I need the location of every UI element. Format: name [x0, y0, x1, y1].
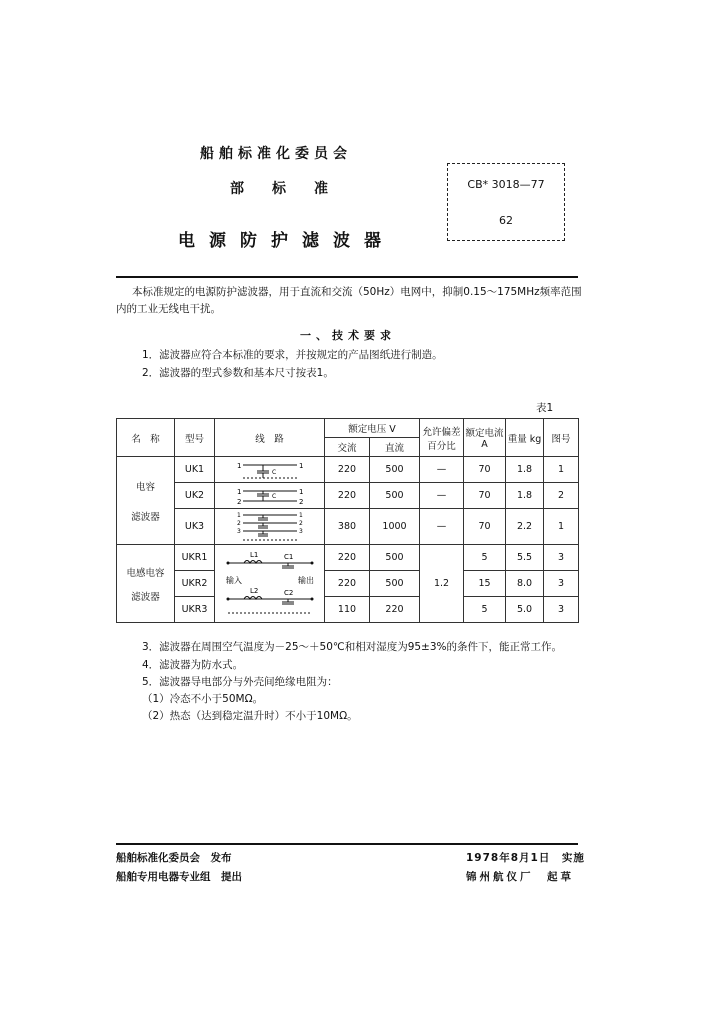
requirement-5-2: （2）热态（达到稳定温升时）不小于10MΩ。: [142, 710, 358, 722]
table-row: [117, 597, 579, 623]
table-label: 表1: [536, 402, 554, 414]
capacitor-circuit-icon: [235, 511, 305, 543]
c1-label: C1: [283, 552, 293, 561]
col-voltage: 额定电压 V: [325, 419, 420, 438]
svg-text:3: 3: [298, 527, 303, 535]
group-name-line: 电感电容: [126, 567, 165, 579]
col-dc: 直流: [370, 438, 420, 457]
cell-current: 5: [464, 597, 506, 623]
table-row: [117, 545, 579, 571]
intro-line-2: 内的工业无线电干扰。: [116, 303, 221, 315]
col-circuit: 线 路: [215, 419, 325, 457]
cell-circuit-ukr: [215, 545, 325, 623]
svg-text:2: 2: [236, 497, 241, 506]
svg-text:1: 1: [236, 461, 241, 470]
cell-circuit-uk3: [215, 509, 325, 545]
requirement-3: 3．滤波器在周围空气温度为－25～＋50℃和相对湿度为95±3%的条件下，能正常工作。: [142, 641, 563, 653]
cell-weight: 1.8: [506, 457, 544, 483]
cell-model: UK1: [175, 457, 215, 483]
standard-code-box: [447, 163, 565, 241]
cell-weight: 2.2: [506, 509, 544, 545]
cell-current: 70: [464, 509, 506, 545]
cell-dc: 500: [370, 571, 420, 597]
proposer: 船舶专用电器专业组 提出: [116, 871, 242, 883]
col-weight: 重量 kg: [506, 419, 544, 457]
cell-figure: 3: [544, 597, 579, 623]
cell-deviation: —: [420, 483, 464, 509]
requirement-5-1: （1）冷态不小于50MΩ。: [142, 693, 264, 705]
svg-text:1: 1: [298, 511, 303, 519]
cell-current: 70: [464, 457, 506, 483]
cell-deviation: 1.2: [420, 545, 464, 623]
input-label: 输入: [225, 575, 242, 585]
committee-name: 船舶标准化委员会: [200, 146, 352, 162]
cell-ac: 220: [325, 545, 370, 571]
col-figure: 图号: [544, 419, 579, 457]
group-name-capacitor: [117, 457, 175, 545]
col-ac: 交流: [325, 438, 370, 457]
table-row: [117, 457, 579, 483]
requirement-1: 1．滤波器应符合本标准的要求，并按规定的产品图纸进行制造。: [142, 349, 443, 361]
svg-text:1: 1: [236, 511, 241, 519]
table-row: [117, 509, 579, 545]
cell-current: 70: [464, 483, 506, 509]
lc-circuit-icon: [222, 549, 318, 619]
svg-text:1: 1: [236, 487, 241, 496]
header-rule: [116, 276, 578, 278]
cell-ac: 220: [325, 457, 370, 483]
l1-label: L1: [249, 550, 258, 559]
table-header-row: [117, 419, 579, 438]
cell-weight: 5.5: [506, 545, 544, 571]
col-deviation: 允许偏差百分比: [420, 419, 464, 457]
cell-weight: 8.0: [506, 571, 544, 597]
cell-figure: 1: [544, 509, 579, 545]
l2-label: L2: [249, 586, 258, 595]
cell-weight: 1.8: [506, 483, 544, 509]
group-name-line: 滤波器: [131, 511, 160, 523]
col-model: 型号: [175, 419, 215, 457]
group-name-line: 滤波器: [131, 591, 160, 603]
cell-ac: 220: [325, 571, 370, 597]
svg-text:2: 2: [298, 519, 303, 527]
col-name: 名 称: [117, 419, 175, 457]
c2-label: C2: [283, 588, 293, 597]
group-name-lc: [117, 545, 175, 623]
svg-text:C: C: [271, 468, 276, 476]
requirement-4: 4．滤波器为防水式。: [142, 659, 244, 671]
standard-code-page: 62: [499, 214, 513, 227]
cell-model: UKR2: [175, 571, 215, 597]
cell-figure: 3: [544, 545, 579, 571]
cell-deviation: —: [420, 457, 464, 483]
cell-deviation: —: [420, 509, 464, 545]
output-label: 输出: [297, 575, 314, 585]
cell-ac: 110: [325, 597, 370, 623]
document-title: 电源防护滤波器: [178, 231, 395, 251]
svg-text:C: C: [271, 492, 276, 500]
drafter: 锦州航仪厂 起草: [466, 871, 574, 883]
cell-dc: 500: [370, 457, 420, 483]
parameter-table: [116, 418, 579, 623]
svg-text:2: 2: [298, 497, 303, 506]
cell-ac: 220: [325, 483, 370, 509]
footer-rule: [116, 843, 578, 845]
standard-code: CB* 3018—77: [467, 178, 545, 191]
issuer: 船舶标准化委员会 发布: [116, 852, 232, 864]
capacitor-circuit-icon: [235, 459, 305, 481]
table-row: [117, 483, 579, 509]
group-name-line: 电容: [135, 481, 155, 493]
svg-text:2: 2: [236, 519, 241, 527]
cell-model: UK3: [175, 509, 215, 545]
cell-model: UKR3: [175, 597, 215, 623]
capacitor-circuit-icon: [235, 485, 305, 507]
cell-ac: 380: [325, 509, 370, 545]
intro-line-1: 本标准规定的电源防护滤波器，用于直流和交流（50Hz）电网中，抑制0.15～175MHz频率范围: [132, 286, 582, 298]
cell-weight: 5.0: [506, 597, 544, 623]
cell-current: 5: [464, 545, 506, 571]
table-row: [117, 571, 579, 597]
cell-dc: 1000: [370, 509, 420, 545]
standard-level: 部标准: [230, 181, 356, 197]
cell-model: UKR1: [175, 545, 215, 571]
svg-text:1: 1: [298, 461, 303, 470]
requirement-5: 5．滤波器导电部分与外壳间绝缘电阻为：: [142, 676, 338, 688]
svg-text:3: 3: [236, 527, 241, 535]
cell-dc: 220: [370, 597, 420, 623]
requirement-2: 2．滤波器的型式参数和基本尺寸按表1。: [142, 367, 334, 379]
cell-figure: 2: [544, 483, 579, 509]
cell-dc: 500: [370, 483, 420, 509]
cell-circuit-uk1: [215, 457, 325, 483]
cell-figure: 3: [544, 571, 579, 597]
cell-figure: 1: [544, 457, 579, 483]
cell-circuit-uk2: [215, 483, 325, 509]
svg-text:1: 1: [298, 487, 303, 496]
effective-date: 1978年8月1日 实施: [466, 852, 585, 864]
col-current: 额定电流 A: [464, 419, 506, 457]
section-heading: 一、技术要求: [300, 329, 396, 342]
cell-dc: 500: [370, 545, 420, 571]
cell-current: 15: [464, 571, 506, 597]
cell-model: UK2: [175, 483, 215, 509]
